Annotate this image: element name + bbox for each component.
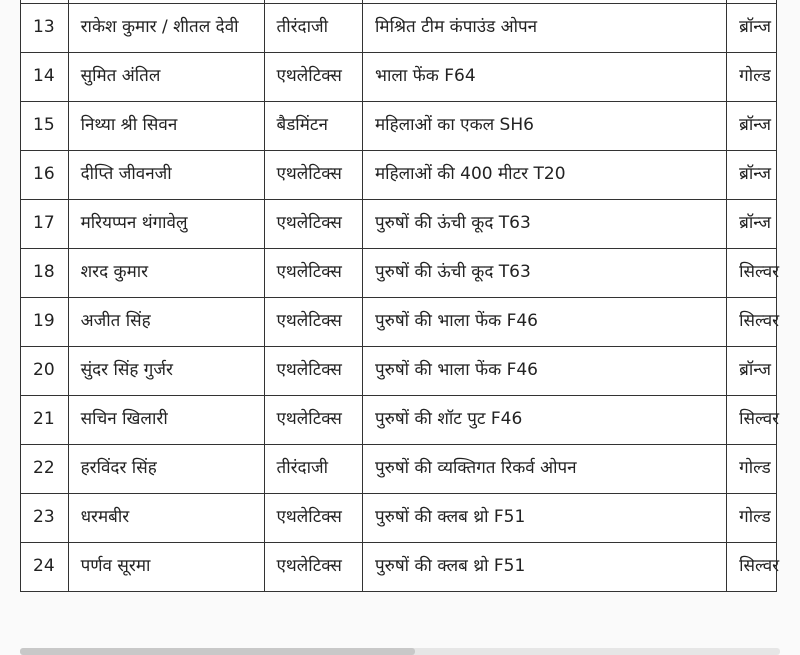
sport-cell: तीरंदाजी (264, 4, 363, 53)
medal-cell: गोल्ड (727, 445, 777, 494)
sport-cell: एथलेटिक्स (264, 396, 363, 445)
table-row (21, 4, 777, 53)
athlete-name-cell: दीप्ति जीवनजी (68, 151, 264, 200)
event-cell: पुरुषों की व्यक्तिगत रिकर्व ओपन (363, 445, 727, 494)
serial-number-cell: 21 (21, 396, 69, 445)
medal-cell: सिल्वर (727, 543, 777, 592)
serial-number-cell: 24 (21, 543, 69, 592)
athlete-name-cell: निथ्या श्री सिवन (68, 102, 264, 151)
event-cell: भाला फेंक F64 (363, 53, 727, 102)
serial-number-cell: 22 (21, 445, 69, 494)
table-row (21, 494, 777, 543)
serial-number-cell: 14 (21, 53, 69, 102)
table-row (21, 151, 777, 200)
sport-cell: एथलेटिक्स (264, 494, 363, 543)
medal-cell: गोल्ड (727, 53, 777, 102)
medal-cell: ब्रॉन्ज (727, 4, 777, 53)
event-cell: महिलाओं की 400 मीटर T20 (363, 151, 727, 200)
medal-cell: सिल्वर (727, 396, 777, 445)
sport-cell: तीरंदाजी (264, 445, 363, 494)
athlete-name-cell: अजीत सिंह (68, 298, 264, 347)
event-cell: महिलाओं का एकल SH6 (363, 102, 727, 151)
event-cell: पुरुषों की ऊंची कूद T63 (363, 200, 727, 249)
medal-table (20, 0, 780, 592)
sport-cell: एथलेटिक्स (264, 543, 363, 592)
event-cell: पुरुषों की भाला फेंक F46 (363, 347, 727, 396)
athlete-name-cell: राकेश कुमार / शीतल देवी (68, 4, 264, 53)
medal-cell: ब्रॉन्ज (727, 151, 777, 200)
table-row (21, 445, 777, 494)
medal-table-body (21, 0, 780, 592)
serial-number-cell: 20 (21, 347, 69, 396)
horizontal-scrollbar[interactable] (20, 648, 780, 655)
event-cell: मिश्रित टीम कंपाउंड ओपन (363, 4, 727, 53)
table-row (21, 102, 777, 151)
table-row (21, 347, 777, 396)
table-row (21, 200, 777, 249)
serial-number-cell: 13 (21, 4, 69, 53)
medal-cell: सिल्वर (727, 298, 777, 347)
sport-cell: एथलेटिक्स (264, 53, 363, 102)
sport-cell: एथलेटिक्स (264, 347, 363, 396)
sport-cell: बैडमिंटन (264, 102, 363, 151)
table-row (21, 53, 777, 102)
event-cell: पुरुषों की शॉट पुट F46 (363, 396, 727, 445)
medal-cell: ब्रॉन्ज (727, 347, 777, 396)
athlete-name-cell: सचिन खिलारी (68, 396, 264, 445)
sport-cell: एथलेटिक्स (264, 151, 363, 200)
athlete-name-cell: हरविंदर सिंह (68, 445, 264, 494)
medal-cell: ब्रॉन्ज (727, 200, 777, 249)
athlete-name-cell: शरद कुमार (68, 249, 264, 298)
scrollbar-thumb[interactable] (20, 648, 415, 655)
serial-number-cell: 23 (21, 494, 69, 543)
event-cell: पुरुषों की क्लब थ्रो F51 (363, 543, 727, 592)
medal-cell: सिल्वर (727, 249, 777, 298)
medal-cell: गोल्ड (727, 494, 777, 543)
table-row (21, 249, 777, 298)
athlete-name-cell: सुंदर सिंह गुर्जर (68, 347, 264, 396)
athlete-name-cell: पर्णव सूरमा (68, 543, 264, 592)
athlete-name-cell: सुमित अंतिल (68, 53, 264, 102)
athlete-name-cell: धरमबीर (68, 494, 264, 543)
sport-cell: एथलेटिक्स (264, 249, 363, 298)
serial-number-cell: 17 (21, 200, 69, 249)
athlete-name-cell: मरियप्पन थंगावेलु (68, 200, 264, 249)
sport-cell: एथलेटिक्स (264, 200, 363, 249)
event-cell: पुरुषों की क्लब थ्रो F51 (363, 494, 727, 543)
serial-number-cell: 18 (21, 249, 69, 298)
serial-number-cell: 16 (21, 151, 69, 200)
serial-number-cell: 19 (21, 298, 69, 347)
table-row (21, 298, 777, 347)
sport-cell: एथलेटिक्स (264, 298, 363, 347)
event-cell: पुरुषों की भाला फेंक F46 (363, 298, 727, 347)
event-cell: पुरुषों की ऊंची कूद T63 (363, 249, 727, 298)
table-row (21, 543, 777, 592)
serial-number-cell: 15 (21, 102, 69, 151)
table-row (21, 396, 777, 445)
medal-cell: ब्रॉन्ज (727, 102, 777, 151)
